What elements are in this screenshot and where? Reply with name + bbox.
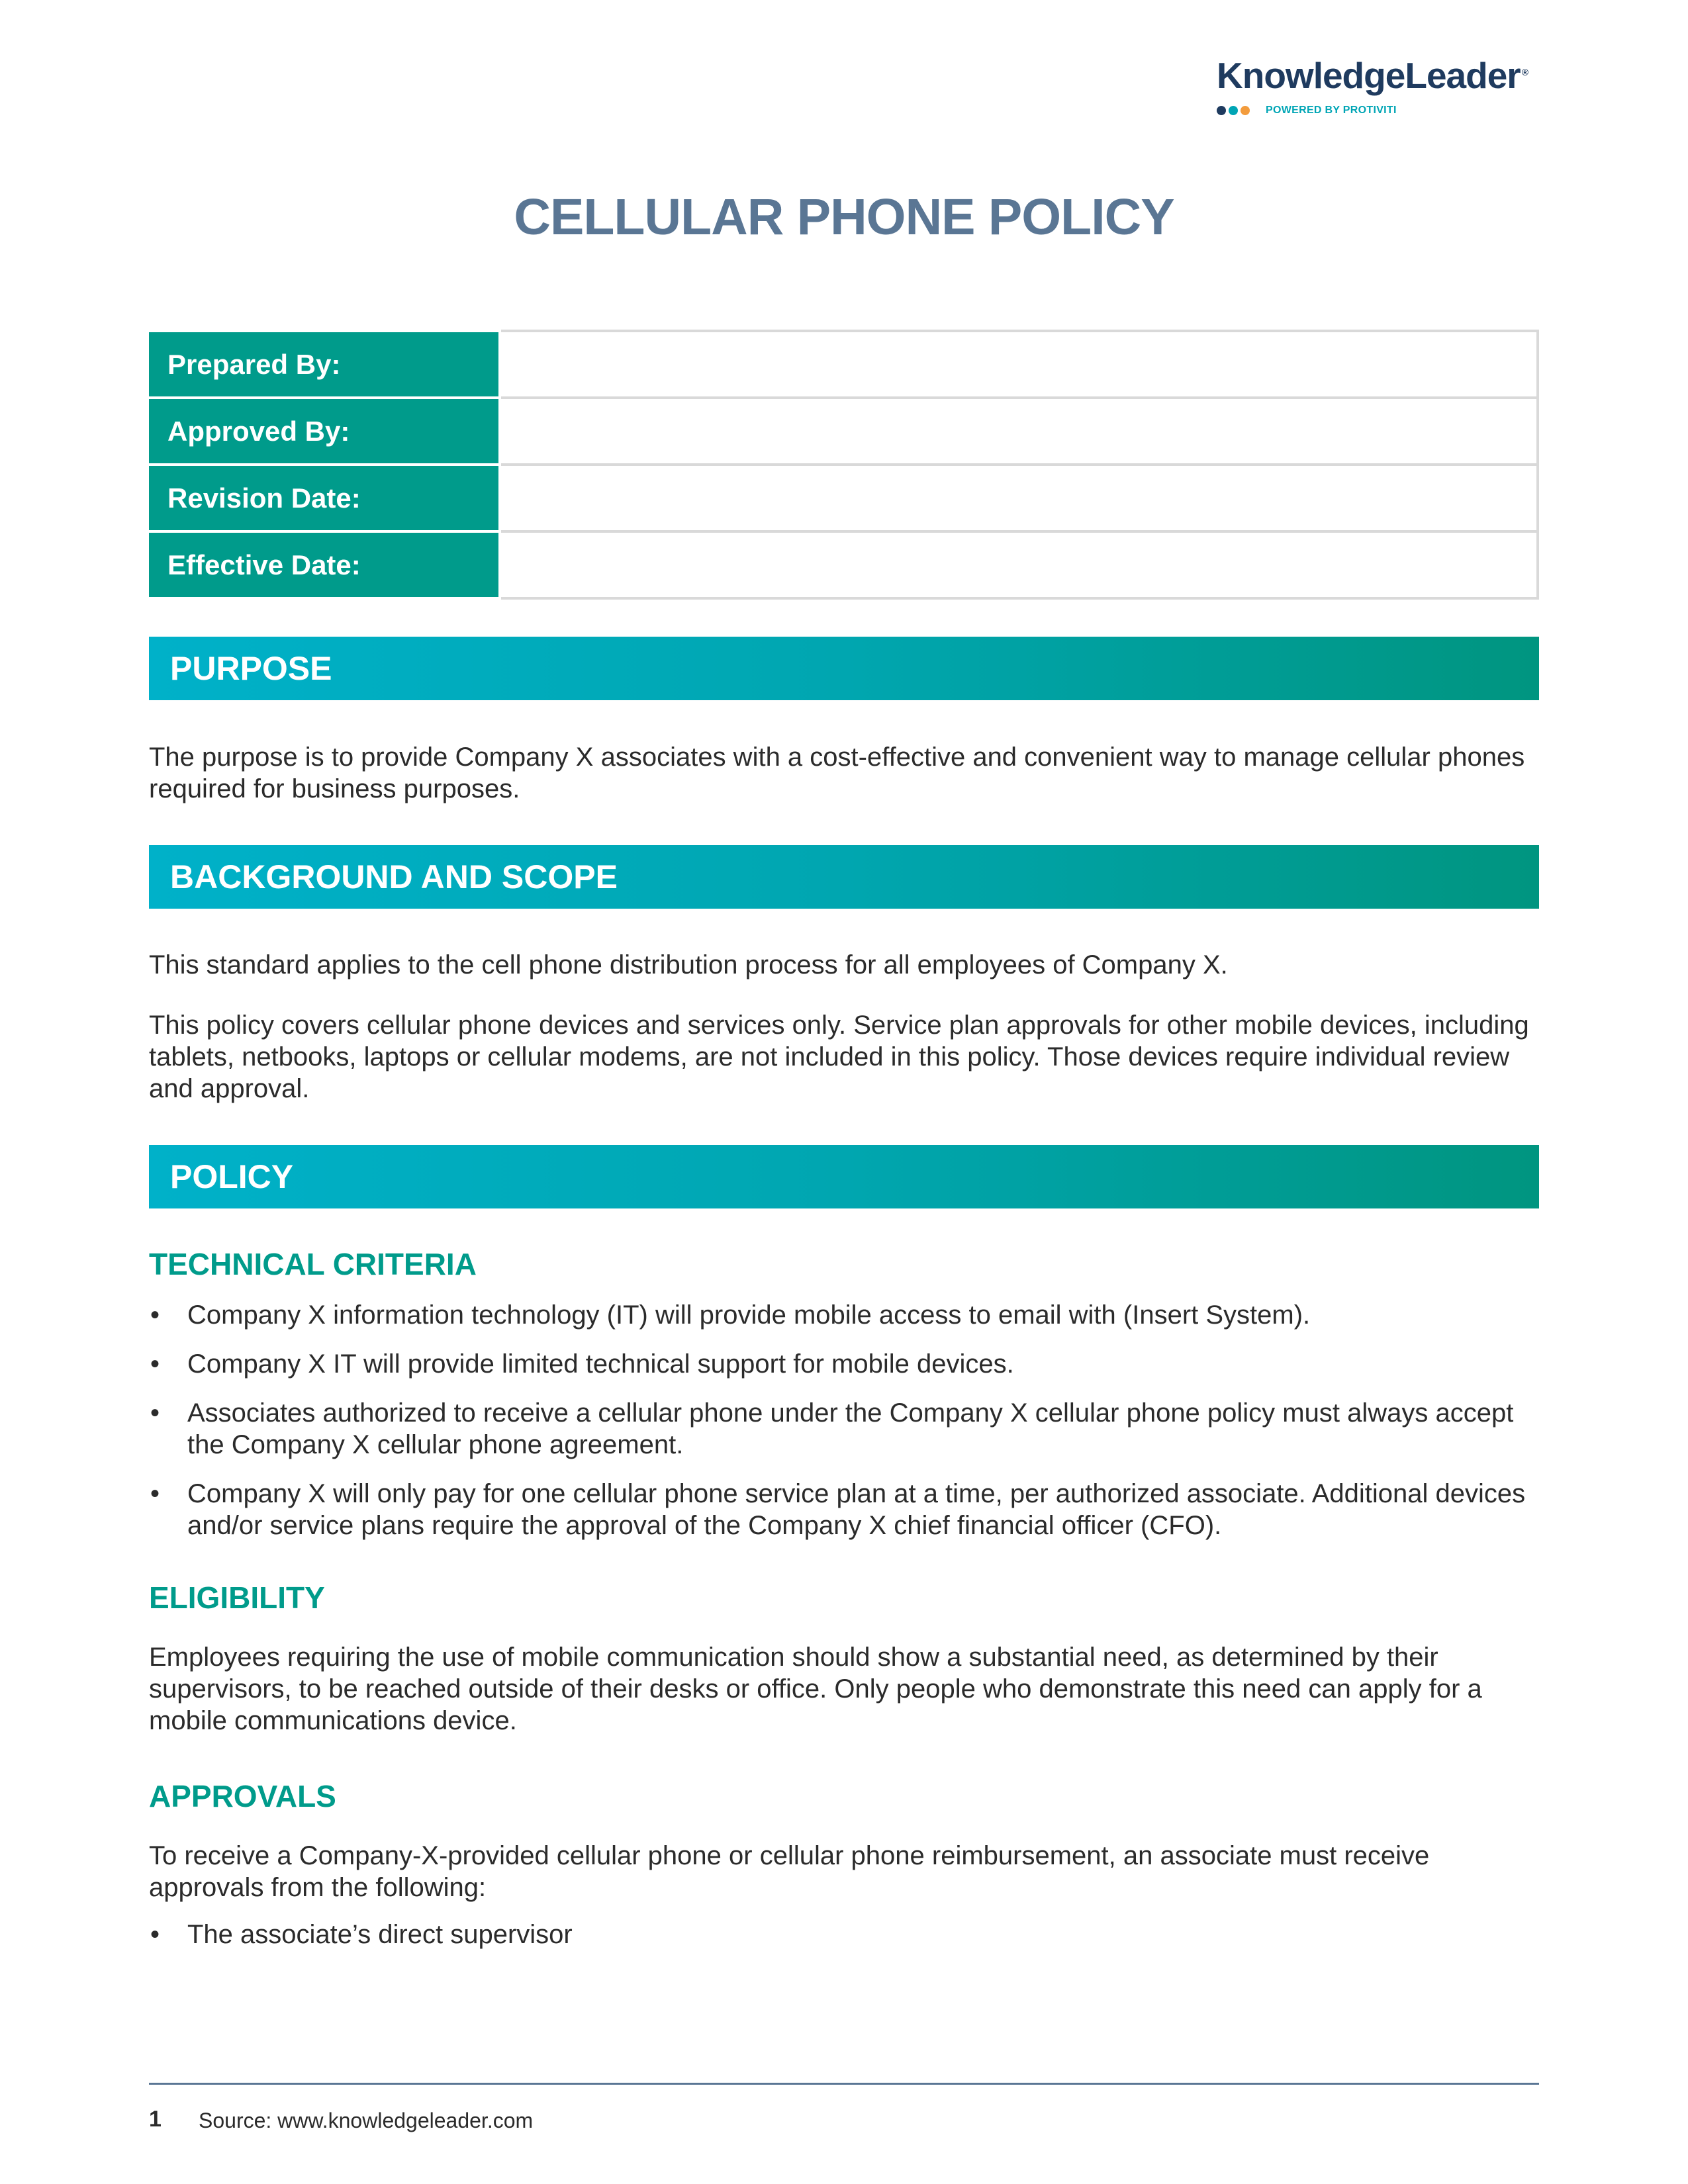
background-scope-section-header: BACKGROUND AND SCOPE [149,845,1539,909]
table-row [150,465,1538,531]
list-item: • Company X IT will provide limited technical support for mobile devices. [150,1349,1014,1379]
logo-dot-icon [1241,106,1250,115]
logo-wordmark: KnowledgeLeader [1217,55,1521,96]
logo-dot-icon [1229,106,1238,115]
revision-date-field[interactable] [500,465,1538,531]
bullet-icon: • [150,1300,160,1330]
knowledgeleader-logo[interactable] [1217,54,1534,116]
bullet-icon: • [150,1398,160,1428]
bullet-icon: • [150,1920,160,1949]
table-row [150,398,1538,465]
effective-date-label: Effective Date: [150,531,500,598]
document-title: CELLULAR PHONE POLICY [514,189,1174,246]
logo-dot-icon [1217,106,1226,115]
registered-mark: ® [1521,66,1528,77]
approved-by-label: Approved By: [150,398,500,465]
purpose-text: The purpose is to provide Company X associates with a cost-effective and convenient way to manage cellular phones required for business purposes. [149,743,1525,803]
list-item: • Company X will only pay for one cellular phone service plan at a time, per authorized associate. Additional devices and/or service plans require the approval of the Company X chief financial officer (CFO). [150,1479,1526,1540]
list-item: • Associates authorized to receive a cellular phone under the Company X cellular phone policy must always accept the Company X cellular phone agreement. [150,1398,1514,1459]
effective-date-field[interactable] [500,531,1538,598]
purpose-section-header: PURPOSE [149,637,1539,700]
prepared-by-field[interactable] [500,331,1538,398]
technical-criteria-list [149,1299,1546,1559]
footer-divider [149,2083,1539,2085]
bullet-icon: • [150,1479,160,1508]
document-info-table [149,330,1539,600]
eligibility-text: Employees requiring the use of mobile communication should show a substantial need, as determined by their supervisors, to be reached outside of their desks or office. Only people who demonstrate this need can apply for a mobile communications device. [149,1643,1482,1735]
approvals-text: To receive a Company-X-provided cellular phone or cellular phone reimbursement, an associate must receive approvals from the following: [149,1841,1430,1902]
table-row [150,531,1538,598]
policy-section-header: POLICY [149,1145,1539,1208]
approvals-heading: APPROVALS [149,1779,336,1813]
list-item: • Company X information technology (IT) will provide mobile access to email with (Insert System). [150,1300,1311,1330]
background-paragraph-2: This policy covers cellular phone devices and services only. Service plan approvals for other mobile devices, including tablets, netbooks, laptops or cellular modems, are not included in this policy. Those devices require individual review and approval. [149,1011,1529,1103]
approved-by-field[interactable] [500,398,1538,465]
table-row [150,331,1538,398]
eligibility-heading: ELIGIBILITY [149,1580,325,1615]
background-paragraph-1: This standard applies to the cell phone distribution process for all employees of Company X. [149,950,1228,979]
approvals-list [149,1919,1546,1968]
prepared-by-label: Prepared By: [150,331,500,398]
list-item: • The associate’s direct supervisor [150,1920,573,1949]
revision-date-label: Revision Date: [150,465,500,531]
technical-criteria-heading: TECHNICAL CRITERIA [149,1247,477,1281]
bullet-icon: • [150,1349,160,1379]
logo-tagline [1217,105,1397,116]
page-number: 1 [149,2107,162,2132]
powered-by-text: POWERED BY PROTIVITI [1266,105,1397,116]
footer-source[interactable]: Source: www.knowledgeleader.com [199,2109,534,2132]
